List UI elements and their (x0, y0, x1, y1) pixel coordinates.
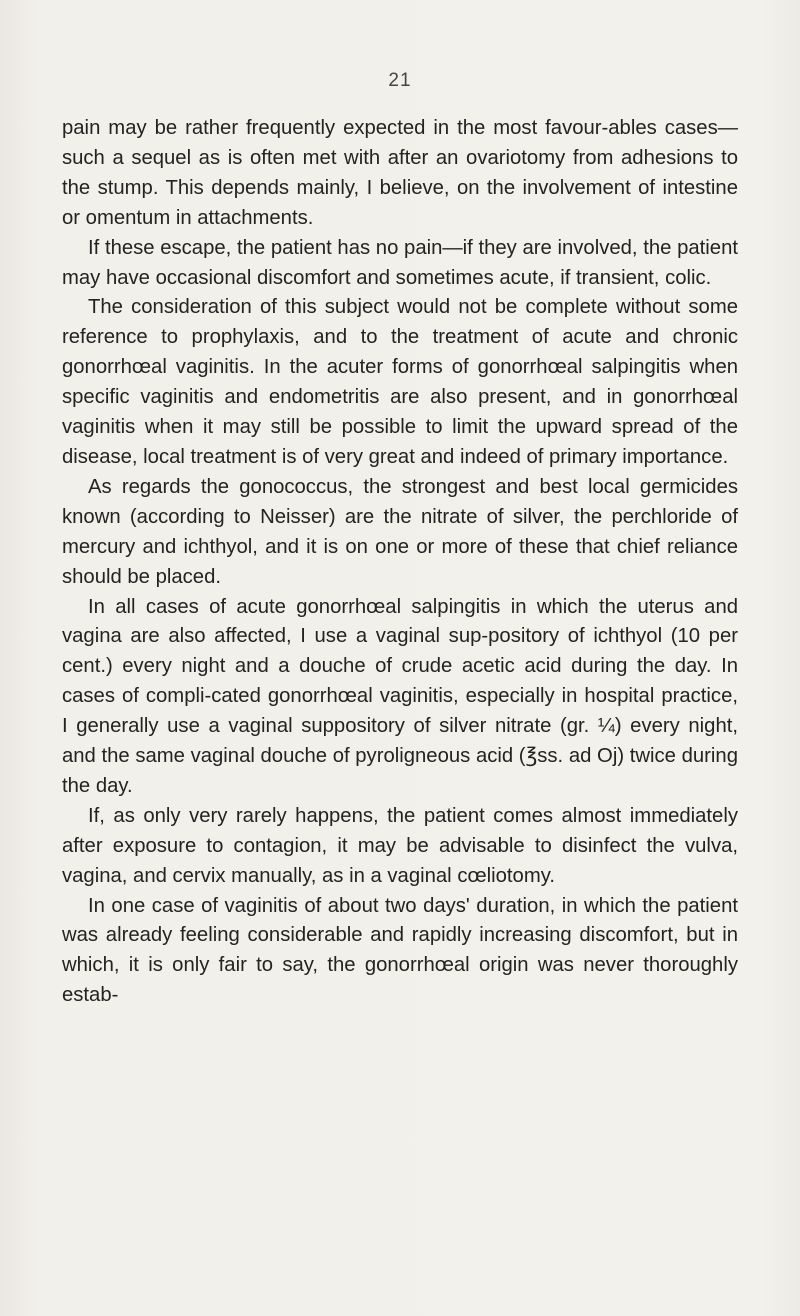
paragraph: In all cases of acute gonorrhœal salpingitis in which the uterus and vagina are also affected, I use a vaginal sup-pository of ichthyol (10 per cent.) every night and a douche of crude acetic acid during the day. In cases of compli-cated gonorrhœal vaginitis, especially in hospital practice, I generally use a vaginal suppository of silver nitrate (gr. ¼) every night, and the same vaginal douche of pyroligneous acid (℥ss. ad Oj) twice during the day. (62, 595, 738, 797)
paragraph: If, as only very rarely happens, the patient comes almost immediately after exposure to contagion, it may be advisable to disinfect the vulva, vagina, and cervix manually, as in a vaginal cœliotomy. (62, 804, 738, 887)
paragraph: If these escape, the patient has no pain—if they are involved, the patient may have occasional discomfort and sometimes acute, if transient, colic. (62, 236, 738, 289)
paragraph: As regards the gonococcus, the strongest and best local germicides known (according to Neisser) are the nitrate of silver, the perchloride of mercury and ichthyol, and it is on one or more of these that chief reliance should be placed. (62, 475, 738, 588)
paragraph: The consideration of this subject would not be complete without some reference to prophylaxis, and to the treatment of acute and chronic gonorrhœal vaginitis. In the acuter forms of gonorrhœal salpingitis when specific vaginitis and endometritis are also present, and in gonorrhœal vaginitis when it may still be possible to limit the upward spread of the disease, local treatment is of very great and indeed of primary importance. (62, 296, 738, 468)
page-number: 21 (388, 70, 412, 91)
paragraph: In one case of vaginitis of about two days' duration, in which the patient was already feeling considerable and rapidly increasing discomfort, but in which, it is only fair to say, the gonorrhœal origin was never thoroughly estab- (62, 894, 738, 1007)
paragraph: pain may be rather frequently expected in the most favour-ables cases—such a sequel as is often met with after an ovariotomy from adhesions to the stump. This depends mainly, I believe, on the involvement of intestine or omentum in attachments. (62, 117, 738, 229)
body-text (62, 114, 738, 1011)
